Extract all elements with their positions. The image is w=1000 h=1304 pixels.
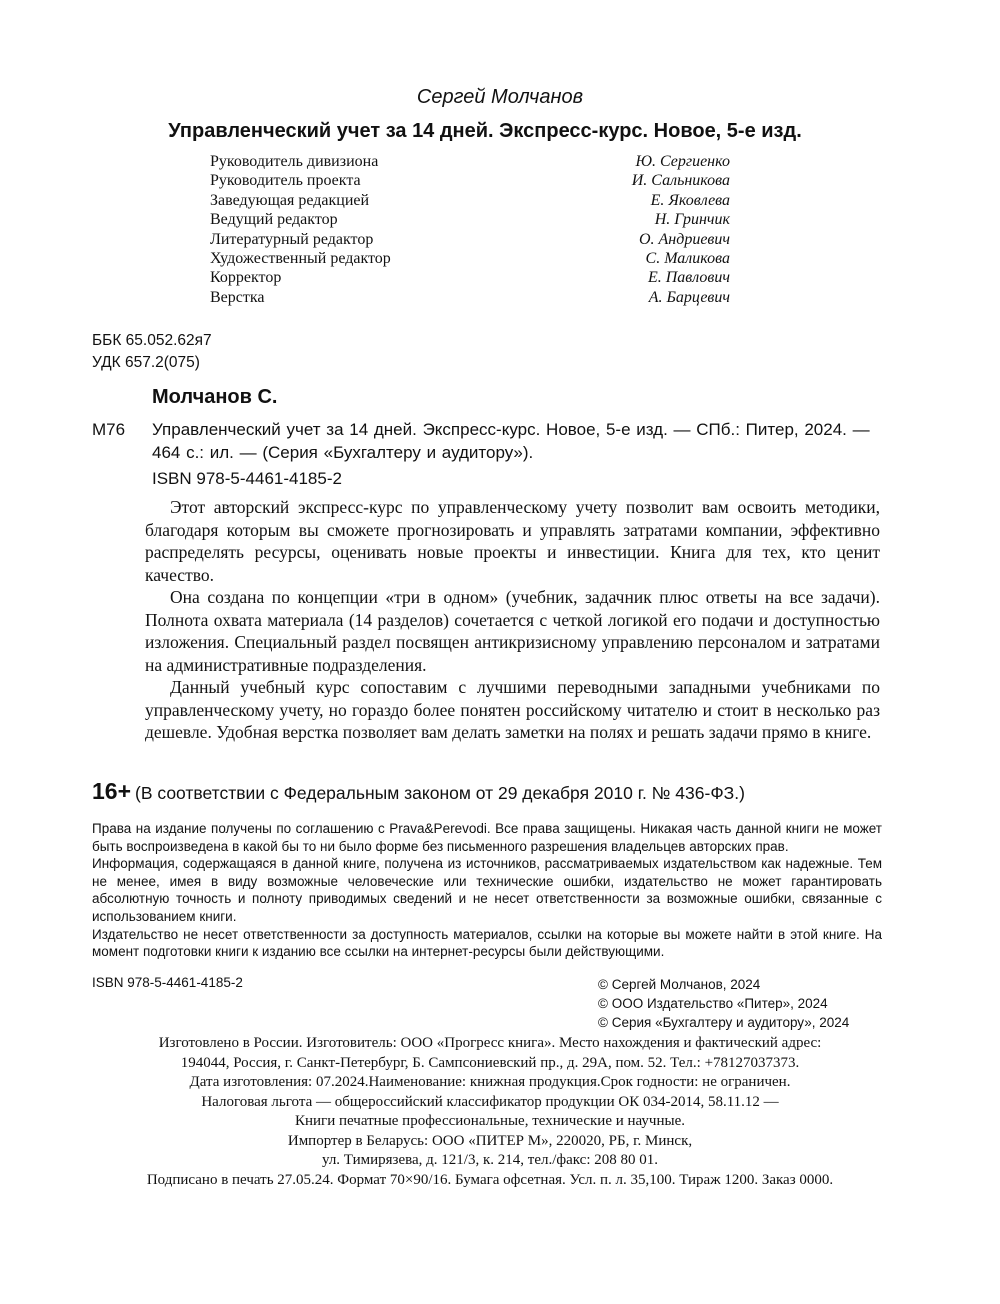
age-rating-note: (В соответствии с Федеральным законом от 29 декабря 2010 г. № 436-ФЗ.) [135, 783, 745, 803]
staff-row [210, 288, 730, 307]
manufacturer-line: 194044, Россия, г. Санкт-Петербург, Б. Сампсониевский пр., д. 29А, пом. 52. Тел.: +78127037373. [180, 1054, 800, 1071]
manufacturer-line: Дата изготовления: 07.2024.Наименование: книжная продукция.Срок годности: не ограничен. [189, 1074, 791, 1090]
editorial-staff-list [210, 152, 730, 307]
rights-paragraph: Информация, содержащаяся в данной книге, получена из источников, рассматриваемых издательством как надежные. Тем не менее, имея в виду возможные человеческие или технические ошибки, издательство не может гарантировать абсолютную точность и полноту приводимых сведений и не несет ответственности за возможные ошибки, связанные с использованием книги. [92, 856, 882, 924]
age-rating-mark: 16+ [92, 778, 132, 804]
annotation-paragraph: Этот авторский экспресс-курс по управленческому учету позволит вам освоить методики, благодаря которым вы сможете прогнозировать и управлять затратами компании, эффективно распределять ресурсы, оценивать новые проекты и инвестиции. Книга для тех, кто ценит качество. [145, 497, 880, 585]
manufacturer-line: Книги печатные профессиональные, технические и научные. [295, 1113, 685, 1129]
staff-name: А. Барцевич [648, 288, 730, 306]
print-details: Подписано в печать 27.05.24. Формат 70×90/16. Бумага офсетная. Усл. п. л. 35,100. Тираж 1200. Заказ 0000. [146, 1171, 834, 1188]
annotation-paragraph: Она создана по концепции «три в одном» (учебник, задачник плюс ответы на все задачи). Полнота охвата материала (14 разделов) сочетается с четкой логикой его подачи и доступностью изложения. Специальный раздел посвящен антикризисному управлению персоналом и затратами на административные подразделения. [145, 587, 880, 675]
bibliographic-description: Управленческий учет за 14 дней. Экспресс-курс. Новое, 5-е изд. — СПб.: Питер, 2024. — 464 с.: ил. — (Серия «Бухгалтеру и аудитору»). [152, 420, 870, 462]
staff-row [210, 249, 730, 268]
staff-name: С. Маликова [645, 249, 730, 267]
staff-role: Руководитель дивизиона [210, 153, 379, 170]
staff-row [210, 171, 730, 190]
manufacturer-line: Изготовлено в России. Изготовитель: ООО «Прогресс книга». Место нахождения и фактический адрес: [158, 1035, 822, 1051]
reference-isbn: ISBN 978-5-4461-4185-2 [152, 469, 342, 488]
staff-name: Е. Яковлева [650, 191, 730, 209]
staff-role: Руководитель проекта [210, 172, 361, 190]
age-rating [92, 778, 745, 805]
staff-role: Литературный редактор [210, 230, 374, 248]
staff-row [210, 230, 730, 249]
staff-role: Заведующая редакцией [210, 191, 370, 209]
rights-notice [92, 820, 882, 961]
staff-role: Ведущий редактор [210, 211, 338, 229]
staff-row [210, 191, 730, 210]
isbn: ISBN 978-5-4461-4185-2 [92, 975, 243, 990]
book-title: Управленческий учет за 14 дней. Экспресс-курс. Новое, 5-е изд. [168, 120, 802, 142]
copyright-line: © ООО Издательство «Питер», 2024 [598, 996, 828, 1011]
staff-name: Ю. Сергиенко [635, 153, 730, 170]
copyright-line: © Серия «Бухгалтеру и аудитору», 2024 [598, 1015, 850, 1030]
manufacturer-line: Налоговая льгота — общероссийский классификатор продукции ОК 034-2014, 58.11.12 — [201, 1093, 779, 1110]
bbk-code: ББК 65.052.62я7 [92, 332, 212, 349]
annotation [145, 496, 880, 744]
author-sign-code: М76 [92, 420, 126, 439]
copyright-line: © Сергей Молчанов, 2024 [598, 977, 761, 992]
staff-name: Н. Гринчик [654, 211, 730, 229]
staff-row [210, 210, 730, 229]
staff-name: Е. Павлович [647, 269, 730, 287]
rights-paragraph: Издательство не несет ответственности за доступность материалов, ссылки на которые вы можете найти в этой книге. На момент подготовки книги к изданию все ссылки на интернет-ресурсы были действующими. [92, 926, 882, 960]
manufacturer-info [80, 1034, 900, 1190]
manufacturer-line: ул. Тимирязева, д. 121/3, к. 214, тел./факс: 208 80 01. [321, 1152, 658, 1168]
staff-name: О. Андриевич [638, 230, 730, 248]
annotation-paragraph: Данный учебный курс сопоставим с лучшими переводными западными учебниками по управленческому учету, но гораздо более понятен российскому читателю и стоит в несколько раз дешевле. Удобная верстка позволяет вам делать заметки на полях и решать задачи прямо в книге. [145, 677, 880, 742]
staff-row [210, 268, 730, 287]
staff-role: Художественный редактор [210, 249, 391, 267]
staff-row [210, 152, 730, 171]
copyright-block [598, 975, 849, 1032]
staff-role: Верстка [210, 288, 265, 306]
book-author: Сергей Молчанов [416, 86, 584, 108]
reference-author: Молчанов С. [152, 386, 278, 408]
staff-name: И. Сальникова [631, 172, 730, 190]
udk-code: УДК 657.2(075) [92, 354, 200, 371]
staff-role: Корректор [210, 269, 282, 287]
manufacturer-line: Импортер в Беларусь: ООО «ПИТЕР М», 220020, РБ, г. Минск, [287, 1132, 693, 1149]
rights-paragraph: Права на издание получены по соглашению с Prava&Perevodi. Все права защищены. Никакая часть данной книги не может быть воспроизведена в какой бы то ни было форме без письменного разрешения владельцев авторских прав. [92, 821, 882, 854]
